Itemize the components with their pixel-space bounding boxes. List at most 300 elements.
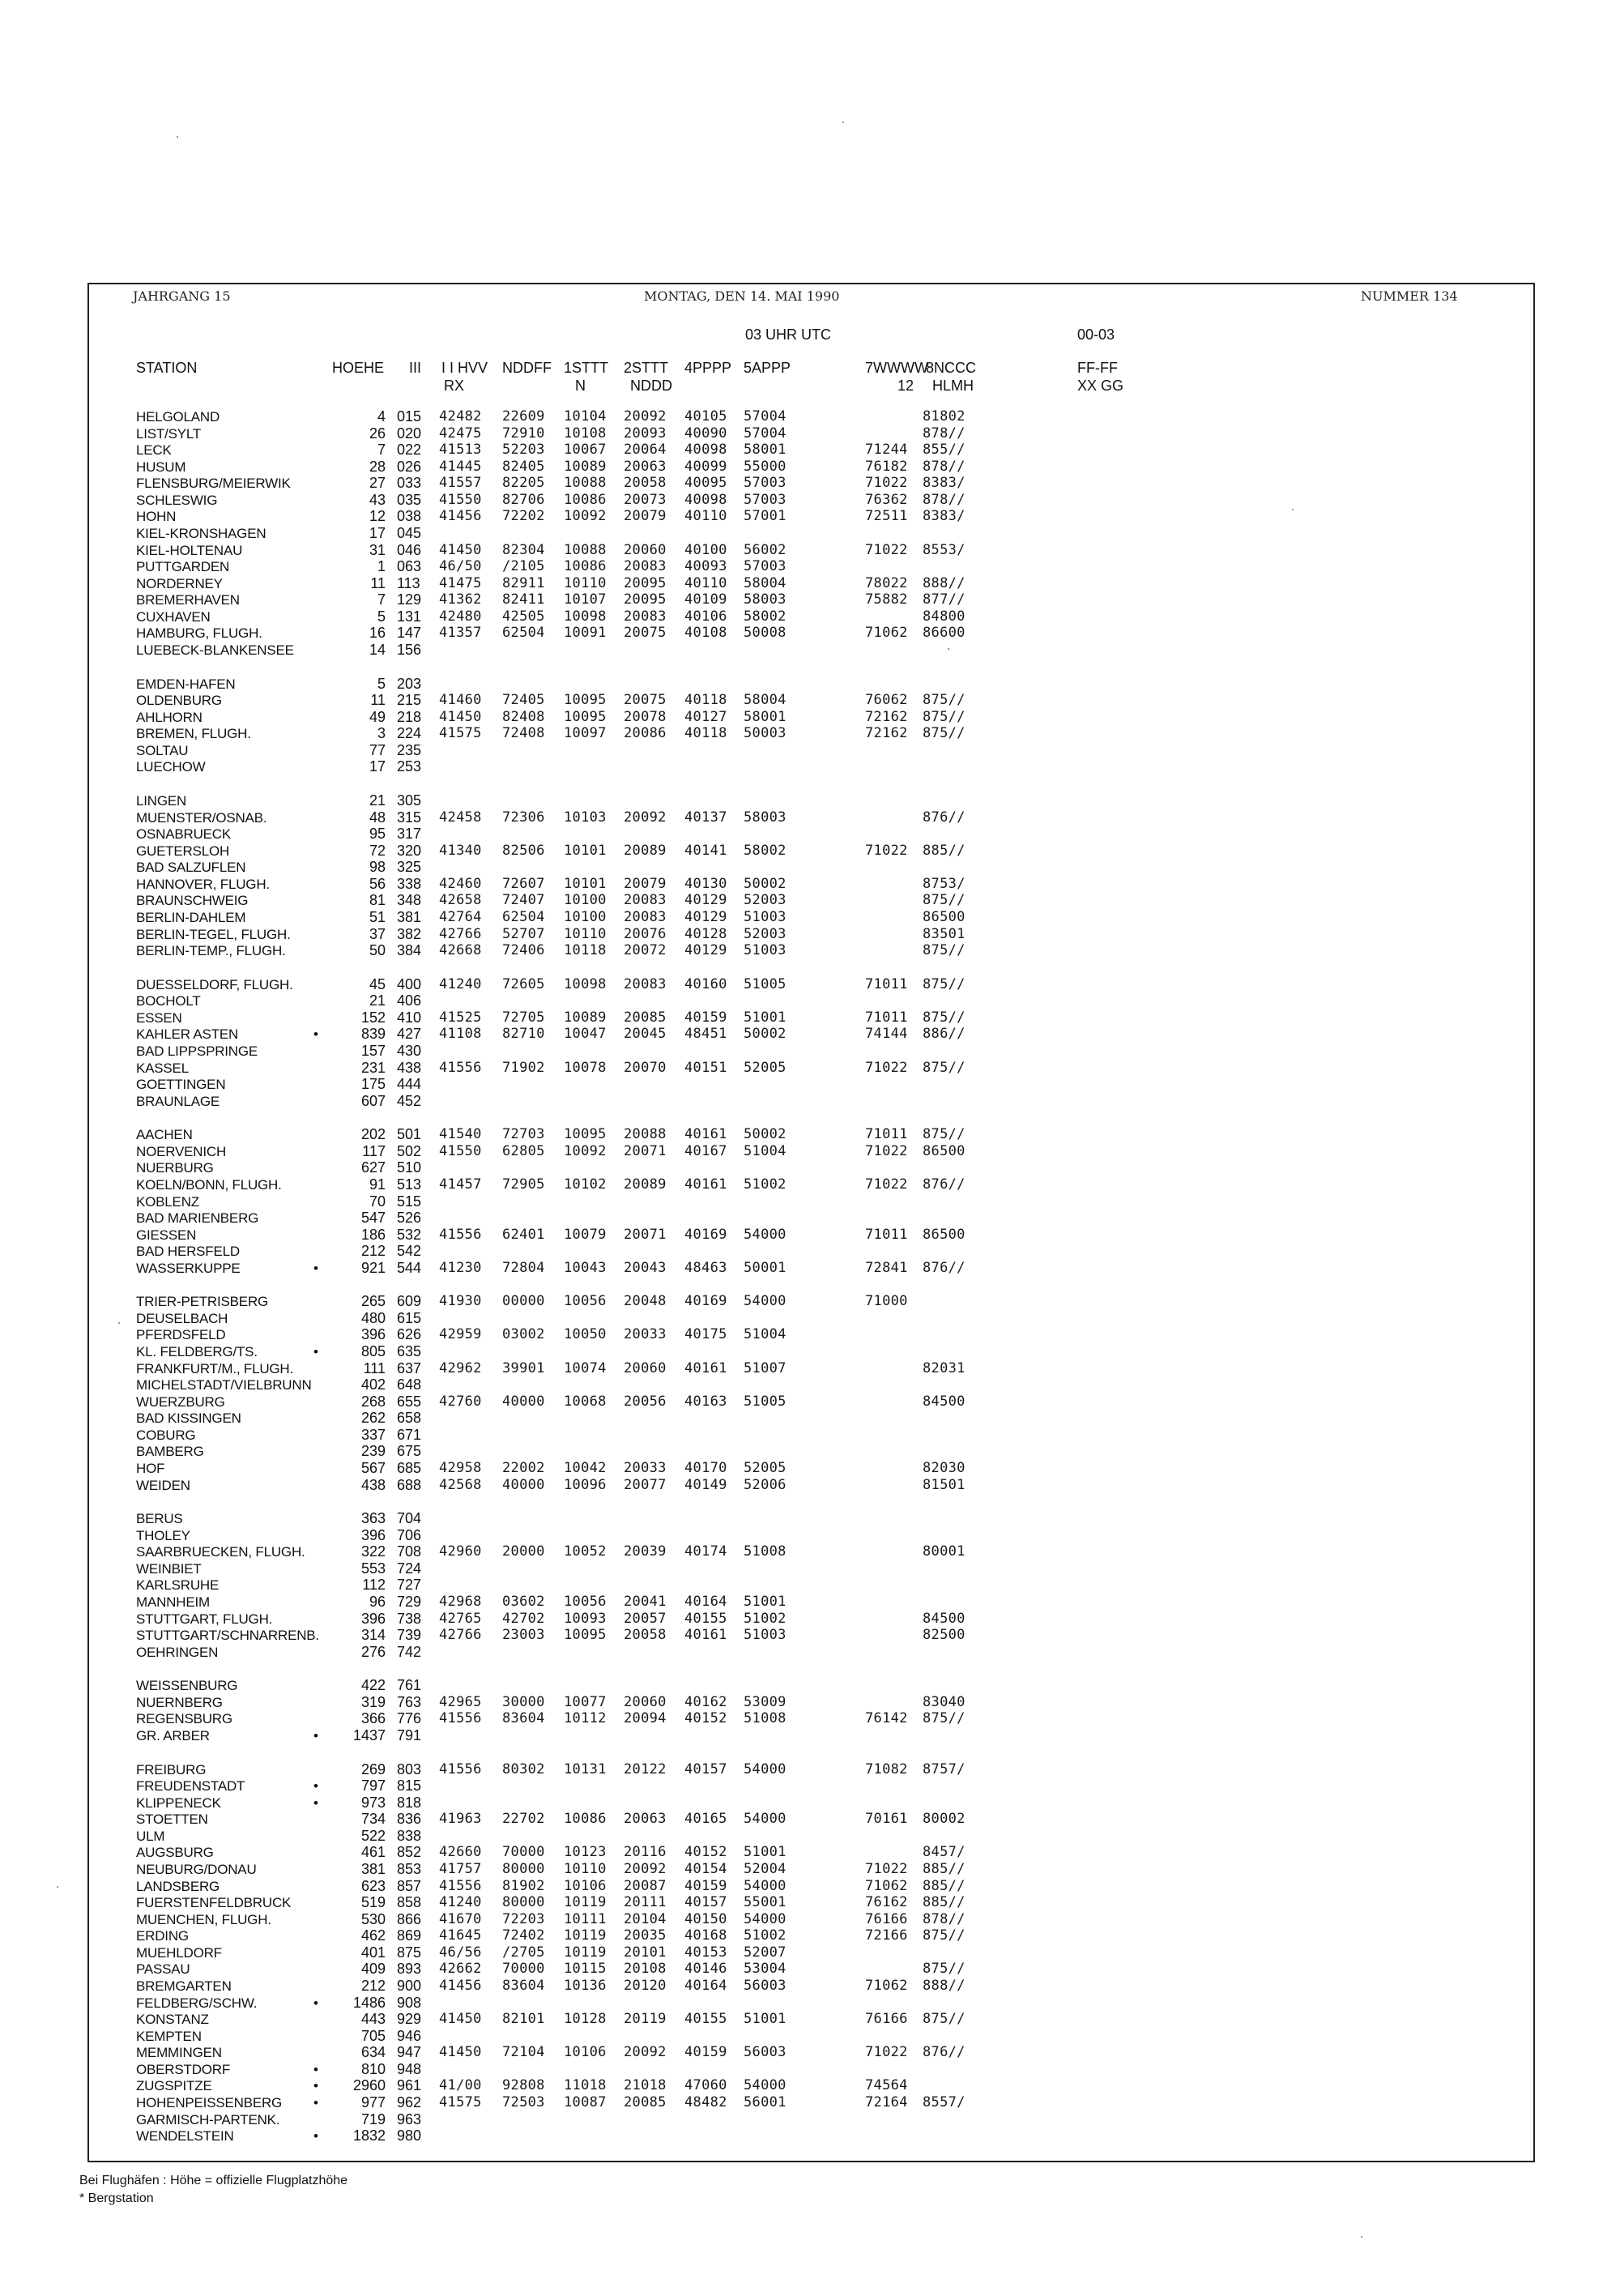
station-index: 615 — [397, 1310, 422, 1326]
station-height: 37 — [369, 926, 386, 942]
group-4pppp: 40095 — [684, 475, 727, 491]
station-name: BAD MARIENBERG — [136, 1210, 259, 1226]
group-2sttt: 20085 — [624, 1009, 667, 1026]
group-5appp: 53004 — [744, 1961, 787, 1977]
group-2sttt: 20072 — [624, 942, 667, 958]
group-iihvv: 41450 — [439, 2044, 482, 2060]
station-name: SAARBRUECKEN, FLUGH. — [136, 1544, 305, 1560]
group-8nccc: 885// — [923, 843, 966, 859]
station-index: 763 — [397, 1694, 422, 1710]
group-8nccc: 888// — [923, 1978, 966, 1994]
group-nddff: 03002 — [502, 1326, 545, 1342]
group-iihvv: 42660 — [439, 1844, 482, 1860]
table-row — [0, 1811, 1620, 1828]
table-row — [0, 1995, 1620, 2012]
group-2sttt: 20122 — [624, 1761, 667, 1777]
station-name: KIEL-KRONSHAGEN — [136, 526, 266, 541]
group-8nccc: 80002 — [923, 1811, 966, 1827]
group-7wwww: 76166 — [865, 2011, 908, 2027]
group-2sttt: 20073 — [624, 492, 667, 508]
group-1sttt: 10106 — [564, 2044, 607, 2060]
station-index: 739 — [397, 1627, 422, 1643]
station-name: HUSUM — [136, 459, 186, 475]
group-2sttt: 20085 — [624, 2094, 667, 2110]
group-5appp: 51003 — [744, 942, 787, 958]
station-height: 212 — [360, 1243, 386, 1259]
group-7wwww: 76142 — [865, 1710, 908, 1726]
station-name: AHLHORN — [136, 710, 202, 725]
col-8nccc: 8NCCC — [926, 360, 977, 376]
group-5appp: 58001 — [744, 442, 787, 458]
table-row — [0, 1243, 1620, 1260]
station-height: 17 — [369, 758, 386, 775]
group-1sttt: 10123 — [564, 1844, 607, 1860]
station-height: 175 — [360, 1076, 386, 1092]
table-row — [0, 1143, 1620, 1160]
mountain-station-marker: • — [313, 1995, 318, 2011]
group-5appp: 58004 — [744, 692, 787, 708]
scan-speck — [948, 648, 949, 650]
group-iihvv: 41757 — [439, 1861, 482, 1877]
table-row — [0, 508, 1620, 525]
group-5appp: 54000 — [744, 1293, 787, 1309]
station-name: NOERVENICH — [136, 1144, 227, 1159]
group-5appp: 58002 — [744, 608, 787, 625]
table-row — [0, 1326, 1620, 1343]
station-index: 020 — [397, 425, 422, 442]
table-row — [0, 1861, 1620, 1878]
group-2sttt: 20095 — [624, 591, 667, 608]
station-index: 704 — [397, 1510, 422, 1526]
table-row — [0, 1761, 1620, 1778]
group-4pppp: 40129 — [684, 942, 727, 958]
station-name: REGENSBURG — [136, 1711, 232, 1726]
group-1sttt: 10043 — [564, 1260, 607, 1276]
station-index: 671 — [397, 1427, 422, 1443]
station-name: WENDELSTEIN — [136, 2128, 234, 2144]
group-iihvv: 41475 — [439, 575, 482, 591]
group-1sttt: 10119 — [564, 1944, 607, 1961]
table-row — [0, 1878, 1620, 1895]
group-1sttt: 10119 — [564, 1927, 607, 1944]
group-7wwww: 71022 — [865, 2044, 908, 2060]
group-2sttt: 20116 — [624, 1844, 667, 1860]
table-row — [0, 725, 1620, 742]
col-iii: III — [409, 360, 422, 376]
group-nddff: 82101 — [502, 2011, 545, 2027]
station-index: 438 — [397, 1060, 422, 1076]
group-5appp: 51005 — [744, 976, 787, 992]
table-row — [0, 1060, 1620, 1077]
group-nddff: 72405 — [502, 692, 545, 708]
station-height: 734 — [360, 1811, 386, 1827]
group-5appp: 56003 — [744, 1978, 787, 1994]
station-name: HELGOLAND — [136, 409, 220, 425]
table-row — [0, 1894, 1620, 1911]
scan-speck — [118, 1322, 120, 1324]
group-5appp: 56001 — [744, 2094, 787, 2110]
group-nddff: 82506 — [502, 843, 545, 859]
group-4pppp: 40162 — [684, 1694, 727, 1710]
table-row — [0, 1193, 1620, 1210]
station-index: 131 — [397, 608, 422, 625]
station-height: 262 — [360, 1410, 386, 1426]
station-index: 338 — [397, 876, 422, 892]
table-row — [0, 2127, 1620, 2144]
group-iihvv: 41556 — [439, 1878, 482, 1894]
group-1sttt: 10052 — [564, 1543, 607, 1560]
group-iihvv: 42766 — [439, 926, 482, 942]
table-row — [0, 1376, 1620, 1393]
station-height: 322 — [360, 1543, 386, 1560]
station-index: 791 — [397, 1727, 422, 1743]
group-nddff: 22002 — [502, 1460, 545, 1476]
group-8nccc: 8383/ — [923, 475, 966, 491]
group-2sttt: 20045 — [624, 1026, 667, 1042]
group-4pppp: 40161 — [684, 1360, 727, 1376]
station-height: 805 — [360, 1343, 386, 1359]
station-name: FREIBURG — [136, 1762, 207, 1777]
station-index: 818 — [397, 1795, 422, 1811]
group-nddff: 42702 — [502, 1611, 545, 1627]
station-height: 21 — [369, 792, 386, 809]
table-row — [0, 475, 1620, 492]
station-index: 129 — [397, 591, 422, 608]
station-index: 875 — [397, 1944, 422, 1961]
station-name: MUENSTER/OSNAB. — [136, 810, 267, 826]
station-name: BAD KISSINGEN — [136, 1410, 241, 1426]
table-row — [0, 1260, 1620, 1277]
mountain-station-marker: • — [313, 2062, 318, 2077]
station-name: GIESSEN — [136, 1227, 197, 1243]
group-nddff: 72306 — [502, 809, 545, 826]
group-iihvv: 41670 — [439, 1911, 482, 1927]
table-row — [0, 876, 1620, 893]
col-2sttt: 2STTT — [624, 360, 669, 376]
station-index: 637 — [397, 1360, 422, 1376]
station-index: 908 — [397, 1995, 422, 2011]
group-5appp: 52005 — [744, 1060, 787, 1076]
group-8nccc: 86500 — [923, 909, 966, 925]
station-height: 1 — [377, 558, 386, 574]
group-8nccc: 82031 — [923, 1360, 966, 1376]
group-5appp: 55000 — [744, 459, 787, 475]
scan-speck — [842, 122, 844, 123]
group-8nccc: 86500 — [923, 1227, 966, 1243]
group-5appp: 50002 — [744, 1026, 787, 1042]
col-nddff: NDDFF — [502, 360, 552, 376]
station-index: 513 — [397, 1176, 422, 1193]
group-8nccc: 8553/ — [923, 542, 966, 558]
table-row — [0, 976, 1620, 993]
scan-speck — [177, 136, 178, 138]
station-index: 609 — [397, 1293, 422, 1309]
station-height: 72 — [369, 843, 386, 859]
station-index: 742 — [397, 1644, 422, 1660]
station-index: 852 — [397, 1844, 422, 1860]
group-nddff: 23003 — [502, 1627, 545, 1643]
group-5appp: 51002 — [744, 1176, 787, 1193]
station-index: 384 — [397, 942, 422, 958]
group-nddff: 72406 — [502, 942, 545, 958]
group-iihvv: 41556 — [439, 1761, 482, 1777]
group-nddff: 62504 — [502, 625, 545, 641]
group-2sttt: 20093 — [624, 425, 667, 442]
table-row — [0, 1159, 1620, 1176]
table-row — [0, 809, 1620, 826]
group-4pppp: 40164 — [684, 1594, 727, 1610]
station-name: HOF — [136, 1461, 165, 1476]
group-7wwww: 72166 — [865, 1927, 908, 1944]
station-name: KLIPPENECK — [136, 1795, 221, 1811]
group-iihvv: 41357 — [439, 625, 482, 641]
table-row — [0, 792, 1620, 809]
station-height: 268 — [360, 1393, 386, 1410]
group-2sttt: 20076 — [624, 926, 667, 942]
group-2sttt: 20108 — [624, 1961, 667, 1977]
group-nddff: 82408 — [502, 709, 545, 725]
station-name: FRANKFURT/M., FLUGH. — [136, 1361, 294, 1376]
group-8nccc: 875// — [923, 1009, 966, 1026]
group-1sttt: 10100 — [564, 909, 607, 925]
station-height: 48 — [369, 809, 386, 826]
station-height: 7 — [377, 442, 386, 458]
group-nddff: 40000 — [502, 1477, 545, 1493]
group-5appp: 51003 — [744, 1627, 787, 1643]
group-1sttt: 10096 — [564, 1477, 607, 1493]
station-name: LIST/SYLT — [136, 426, 202, 442]
col-7wwww-sub: 12 — [897, 378, 914, 394]
group-4pppp: 47060 — [684, 2077, 727, 2093]
group-1sttt: 10110 — [564, 575, 607, 591]
group-4pppp: 40110 — [684, 508, 727, 524]
station-height: 1437 — [352, 1727, 386, 1743]
group-8nccc: 886// — [923, 1026, 966, 1042]
table-row — [0, 1577, 1620, 1594]
station-height: 27 — [369, 475, 386, 491]
group-5appp: 57004 — [744, 408, 787, 425]
table-row — [0, 408, 1620, 425]
group-iihvv: 46/56 — [439, 1944, 482, 1961]
group-iihvv: 41550 — [439, 492, 482, 508]
group-nddff: 72503 — [502, 2094, 545, 2110]
group-iihvv: 41556 — [439, 1227, 482, 1243]
group-7wwww: 72511 — [865, 508, 908, 524]
group-2sttt: 20104 — [624, 1911, 667, 1927]
table-row — [0, 1795, 1620, 1812]
group-4pppp: 40137 — [684, 809, 727, 826]
group-2sttt: 20071 — [624, 1143, 667, 1159]
group-2sttt: 20101 — [624, 1944, 667, 1961]
group-1sttt: 10088 — [564, 542, 607, 558]
group-nddff: 82706 — [502, 492, 545, 508]
group-iihvv: 42662 — [439, 1961, 482, 1977]
station-height: 50 — [369, 942, 386, 958]
station-index: 815 — [397, 1777, 422, 1794]
group-nddff: 03602 — [502, 1594, 545, 1610]
station-name: KEMPTEN — [136, 2029, 202, 2044]
table-row — [0, 625, 1620, 642]
table-row — [0, 1777, 1620, 1795]
station-name: AACHEN — [136, 1127, 193, 1142]
group-2sttt: 20039 — [624, 1543, 667, 1560]
table-row — [0, 1644, 1620, 1661]
table-row — [0, 1560, 1620, 1577]
group-nddff: 70000 — [502, 1844, 545, 1860]
group-5appp: 50002 — [744, 1126, 787, 1142]
station-height: 26 — [369, 425, 386, 442]
group-5appp: 51002 — [744, 1927, 787, 1944]
station-name: GUETERSLOH — [136, 843, 230, 859]
group-iihvv: 41340 — [439, 843, 482, 859]
station-height: 265 — [360, 1293, 386, 1309]
group-1sttt: 10047 — [564, 1026, 607, 1042]
group-iihvv: 42668 — [439, 942, 482, 958]
table-row — [0, 2094, 1620, 2111]
station-name: KARLSRUHE — [136, 1577, 220, 1593]
group-8nccc: 876// — [923, 1260, 966, 1276]
group-nddff: 72605 — [502, 976, 545, 992]
station-height: 396 — [360, 1326, 386, 1342]
group-nddff: 62805 — [502, 1143, 545, 1159]
table-row — [0, 2061, 1620, 2078]
group-iihvv: 41456 — [439, 508, 482, 524]
station-height: 14 — [369, 642, 386, 658]
group-7wwww: 70161 — [865, 1811, 908, 1827]
station-height: 567 — [360, 1460, 386, 1476]
group-4pppp: 40130 — [684, 876, 727, 892]
footnote-airports: Bei Flughäfen : Höhe = offizielle Flugplatzhöhe — [79, 2174, 348, 2187]
group-1sttt: 10118 — [564, 942, 607, 958]
station-height: 112 — [362, 1577, 386, 1593]
station-index: 113 — [397, 575, 420, 591]
group-nddff: 40000 — [502, 1393, 545, 1410]
group-1sttt: 10089 — [564, 1009, 607, 1026]
group-2sttt: 20058 — [624, 475, 667, 491]
group-7wwww: 71062 — [865, 625, 908, 641]
group-2sttt: 20086 — [624, 725, 667, 741]
group-5appp: 55001 — [744, 1894, 787, 1910]
group-nddff: 72804 — [502, 1260, 545, 1276]
group-iihvv: 42764 — [439, 909, 482, 925]
group-7wwww: 71022 — [865, 1143, 908, 1159]
group-4pppp: 40151 — [684, 1060, 727, 1076]
group-nddff: 82911 — [502, 575, 545, 591]
station-height: 7 — [377, 591, 386, 608]
table-row — [0, 1677, 1620, 1694]
table-row — [0, 1393, 1620, 1410]
col-5appp: 5APPP — [744, 360, 791, 376]
station-index: 022 — [397, 442, 422, 458]
group-iihvv: 42766 — [439, 1627, 482, 1643]
group-2sttt: 20111 — [624, 1894, 667, 1910]
group-1sttt: 10089 — [564, 459, 607, 475]
group-5appp: 52005 — [744, 1460, 787, 1476]
col-7wwww: 7WWWW — [865, 360, 928, 376]
group-iihvv: 41240 — [439, 1894, 482, 1910]
group-2sttt: 20095 — [624, 575, 667, 591]
group-2sttt: 20083 — [624, 976, 667, 992]
period-label: 00-03 — [1077, 326, 1115, 343]
group-1sttt: 11018 — [564, 2077, 607, 2093]
station-index: 853 — [397, 1861, 422, 1877]
group-4pppp: 40174 — [684, 1543, 727, 1560]
station-index: 724 — [397, 1560, 422, 1577]
station-height: 839 — [360, 1026, 386, 1042]
station-name: PUTTGARDEN — [136, 559, 230, 574]
station-height: 49 — [369, 709, 386, 725]
station-name: STUTTGART, FLUGH. — [136, 1611, 273, 1627]
station-index: 203 — [397, 676, 422, 692]
station-height: 553 — [360, 1560, 386, 1577]
table-row — [0, 2011, 1620, 2028]
group-iihvv: 42458 — [439, 809, 482, 826]
station-index: 235 — [397, 742, 422, 758]
station-height: 117 — [362, 1143, 386, 1159]
group-7wwww: 71062 — [865, 1978, 908, 1994]
group-1sttt: 10077 — [564, 1694, 607, 1710]
station-height: 461 — [360, 1844, 386, 1860]
station-name: LANDSBERG — [136, 1879, 220, 1894]
group-1sttt: 10100 — [564, 892, 607, 908]
group-nddff: 72407 — [502, 892, 545, 908]
station-index: 410 — [397, 1009, 422, 1026]
station-index: 035 — [397, 492, 422, 508]
station-name: ERDING — [136, 1928, 189, 1944]
station-name: LECK — [136, 442, 172, 458]
group-2sttt: 20092 — [624, 809, 667, 826]
table-row — [0, 1176, 1620, 1193]
station-height: 705 — [360, 2028, 386, 2044]
station-height: 438 — [360, 1477, 386, 1493]
group-1sttt: 10095 — [564, 1126, 607, 1142]
group-8nccc: 877// — [923, 591, 966, 608]
group-7wwww: 72841 — [865, 1260, 908, 1276]
station-height: 269 — [360, 1761, 386, 1777]
group-4pppp: 48451 — [684, 1026, 727, 1042]
station-name: NEUBURG/DONAU — [136, 1862, 257, 1877]
station-height: 28 — [369, 459, 386, 475]
group-5appp: 57003 — [744, 475, 787, 491]
station-index: 542 — [397, 1243, 422, 1259]
station-index: 348 — [397, 892, 422, 908]
group-7wwww: 76182 — [865, 459, 908, 475]
group-4pppp: 40152 — [684, 1844, 727, 1860]
station-height: 366 — [360, 1710, 386, 1726]
group-5appp: 58003 — [744, 809, 787, 826]
group-2sttt: 20057 — [624, 1611, 667, 1627]
group-nddff: 71902 — [502, 1060, 545, 1076]
group-iihvv: 41362 — [439, 591, 482, 608]
station-index: 685 — [397, 1460, 422, 1476]
station-index: 045 — [397, 525, 422, 541]
station-index: 738 — [397, 1611, 422, 1627]
table-row — [0, 492, 1620, 509]
group-iihvv: 42475 — [439, 425, 482, 442]
group-7wwww: 71022 — [865, 1176, 908, 1193]
group-5appp: 52004 — [744, 1861, 787, 1877]
group-iihvv: 41450 — [439, 542, 482, 558]
station-name: BREMEN, FLUGH. — [136, 726, 251, 741]
group-iihvv: 41450 — [439, 709, 482, 725]
table-row — [0, 1611, 1620, 1628]
group-4pppp: 40106 — [684, 608, 727, 625]
group-nddff: 80302 — [502, 1761, 545, 1777]
group-7wwww: 76162 — [865, 1894, 908, 1910]
group-2sttt: 20078 — [624, 709, 667, 725]
group-7wwww: 74144 — [865, 1026, 908, 1042]
station-height: 402 — [360, 1376, 386, 1393]
